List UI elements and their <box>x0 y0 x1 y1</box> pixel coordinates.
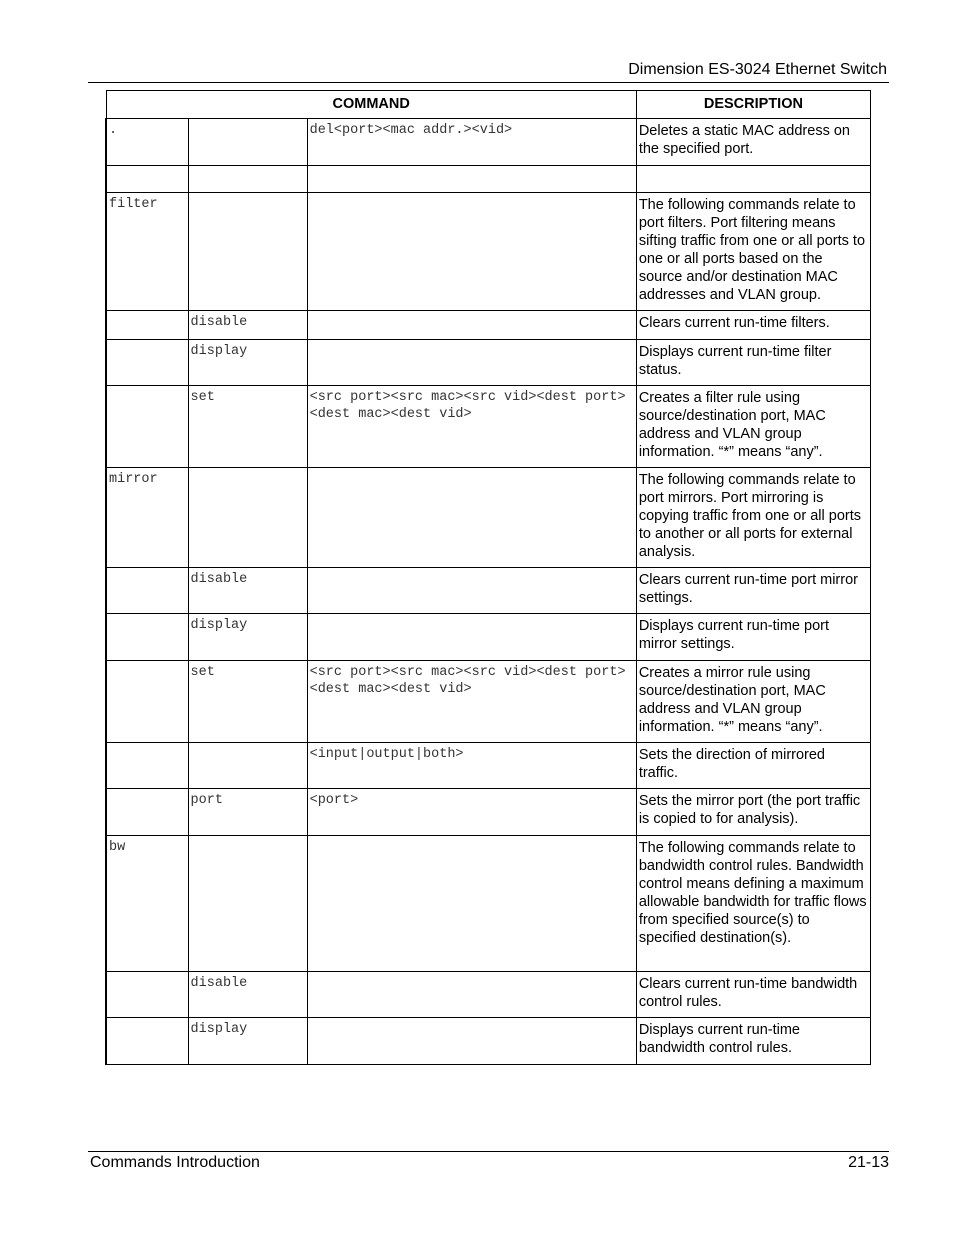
command-cell <box>106 568 188 614</box>
subcommand-cell <box>188 743 307 789</box>
subcommand-cell: set <box>188 386 307 468</box>
description-cell: Sets the direction of mirrored traffic. <box>636 743 870 789</box>
table-row <box>106 119 871 166</box>
command-cell: bw <box>106 836 188 972</box>
command-cell <box>106 789 188 836</box>
subcommand-cell <box>188 468 307 568</box>
arguments-cell: <input|output|both> <box>307 743 636 789</box>
command-cell <box>106 743 188 789</box>
command-cell <box>106 972 188 1018</box>
description-cell: The following commands relate to port mirrors. Port mirroring is copying traffic from one or all ports to another or all ports for external analysis. <box>636 468 870 568</box>
command-cell <box>106 386 188 468</box>
table-row <box>106 836 871 972</box>
command-cell: mirror <box>106 468 188 568</box>
page-footer <box>88 1151 889 1176</box>
arguments-cell <box>307 468 636 568</box>
table-row <box>106 468 871 568</box>
command-cell <box>106 340 188 386</box>
command-cell <box>106 614 188 661</box>
command-cell <box>106 166 188 193</box>
arguments-cell <box>307 340 636 386</box>
table-header-row <box>106 91 871 119</box>
subcommand-cell: disable <box>188 568 307 614</box>
arguments-cell <box>307 166 636 193</box>
description-cell: The following commands relate to bandwidth control rules. Bandwidth control means defining a maximum allowable bandwidth for traffic flows from specified source(s) to specified destination(s). <box>636 836 870 972</box>
table-row <box>106 568 871 614</box>
table-body <box>106 119 871 1065</box>
command-cell: . <box>106 119 188 166</box>
arguments-cell <box>307 568 636 614</box>
description-cell: The following commands relate to port filters. Port filtering means sifting traffic from one or all ports to one or all ports based on the source and/or destination MAC addresses and VLAN group. <box>636 193 870 311</box>
table-row <box>106 743 871 789</box>
description-cell: Clears current run-time bandwidth control rules. <box>636 972 870 1018</box>
description-column-header: DESCRIPTION <box>636 91 870 119</box>
command-cell <box>106 661 188 743</box>
description-cell: Displays current run-time port mirror settings. <box>636 614 870 661</box>
description-cell: Creates a filter rule using source/destination port, MAC address and VLAN group information. “*” means “any”. <box>636 386 870 468</box>
subcommand-cell <box>188 193 307 311</box>
table-row <box>106 386 871 468</box>
description-cell: Clears current run-time port mirror settings. <box>636 568 870 614</box>
description-cell: Deletes a static MAC address on the specified port. <box>636 119 870 166</box>
arguments-cell <box>307 311 636 340</box>
description-cell: Creates a mirror rule using source/destination port, MAC address and VLAN group information. “*” means “any”. <box>636 661 870 743</box>
table-row <box>106 193 871 311</box>
subcommand-cell: display <box>188 340 307 386</box>
subcommand-cell <box>188 119 307 166</box>
subcommand-cell: display <box>188 1018 307 1065</box>
page-number: 21-13 <box>848 1154 889 1171</box>
command-column-header: COMMAND <box>106 91 636 119</box>
arguments-cell <box>307 193 636 311</box>
table-row <box>106 661 871 743</box>
arguments-cell: <src port><src mac><src vid><dest port><dest mac><dest vid> <box>307 661 636 743</box>
arguments-cell <box>307 972 636 1018</box>
description-cell: Sets the mirror port (the port traffic is copied to for analysis). <box>636 789 870 836</box>
arguments-cell <box>307 836 636 972</box>
table-row <box>106 789 871 836</box>
arguments-cell: del<port><mac addr.><vid> <box>307 119 636 166</box>
table-row <box>106 972 871 1018</box>
description-cell: Displays current run-time bandwidth control rules. <box>636 1018 870 1065</box>
arguments-cell <box>307 614 636 661</box>
description-cell <box>636 166 870 193</box>
table-row <box>106 340 871 386</box>
table-row <box>106 1018 871 1065</box>
subcommand-cell <box>188 166 307 193</box>
command-cell: filter <box>106 193 188 311</box>
subcommand-cell: disable <box>188 311 307 340</box>
subcommand-cell <box>188 836 307 972</box>
command-table <box>105 90 871 1065</box>
table-row <box>106 166 871 193</box>
subcommand-cell: set <box>188 661 307 743</box>
subcommand-cell: display <box>188 614 307 661</box>
command-cell <box>106 1018 188 1065</box>
arguments-cell: <port> <box>307 789 636 836</box>
subcommand-cell: port <box>188 789 307 836</box>
table-row <box>106 614 871 661</box>
subcommand-cell: disable <box>188 972 307 1018</box>
arguments-cell <box>307 1018 636 1065</box>
command-cell <box>106 311 188 340</box>
document-title: Dimension ES-3024 Ethernet Switch <box>628 61 887 78</box>
table-row <box>106 311 871 340</box>
arguments-cell: <src port><src mac><src vid><dest port><dest mac><dest vid> <box>307 386 636 468</box>
description-cell: Clears current run-time filters. <box>636 311 870 340</box>
section-name: Commands Introduction <box>90 1154 260 1171</box>
page-header <box>88 60 889 83</box>
description-cell: Displays current run-time filter status. <box>636 340 870 386</box>
